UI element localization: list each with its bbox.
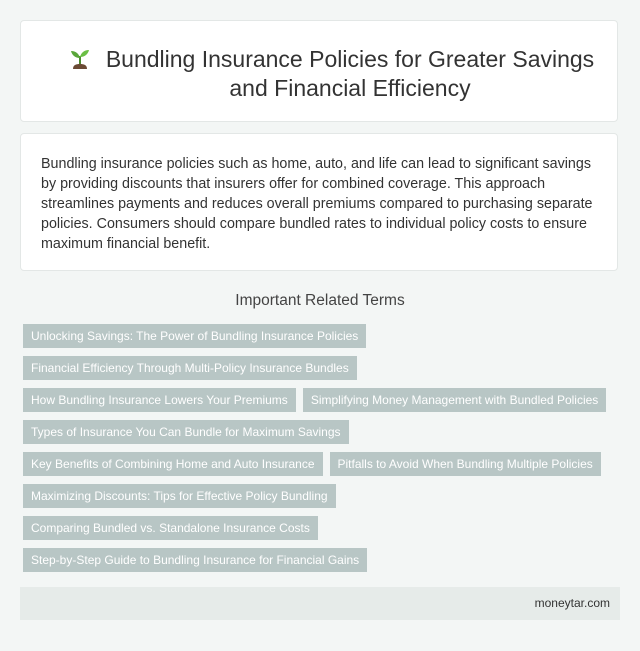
footer-bar [20,587,620,620]
related-terms-list [23,324,623,580]
related-terms-heading: Important Related Terms [235,292,405,309]
related-term-tag[interactable]: Pitfalls to Avoid When Bundling Multiple Policies [330,452,601,476]
summary-text: Bundling insurance policies such as home, auto, and life can lead to significant savings by providing discounts that insurers offer for combined coverage. This approach streamlines payments and reduces overall premiums compared to purchasing separate policies. Consumers should compare bundled rates to individual policy costs to ensure maximum financial benefit. [41,156,593,252]
related-term-tag[interactable]: Financial Efficiency Through Multi-Policy Insurance Bundles [23,356,357,380]
related-term-tag[interactable]: Comparing Bundled vs. Standalone Insurance Costs [23,516,318,540]
page-title: Bundling Insurance Policies for Greater Savings and Financial Efficiency [105,46,595,101]
related-term-tag[interactable]: Types of Insurance You Can Bundle for Maximum Savings [23,420,349,444]
site-name[interactable]: moneytar.com [534,596,610,610]
related-term-tag[interactable]: Step-by-Step Guide to Bundling Insurance for Financial Gains [23,548,367,572]
related-term-tag[interactable]: Maximizing Discounts: Tips for Effective Policy Bundling [23,484,336,508]
related-term-tag[interactable]: Simplifying Money Management with Bundled Policies [303,388,606,412]
related-term-tag[interactable]: Unlocking Savings: The Power of Bundling Insurance Policies [23,324,366,348]
sprout-icon [65,45,95,75]
related-term-tag[interactable]: Key Benefits of Combining Home and Auto Insurance [23,452,323,476]
title-card [20,20,618,122]
related-term-tag[interactable]: How Bundling Insurance Lowers Your Premiums [23,388,296,412]
summary-card [20,133,618,271]
